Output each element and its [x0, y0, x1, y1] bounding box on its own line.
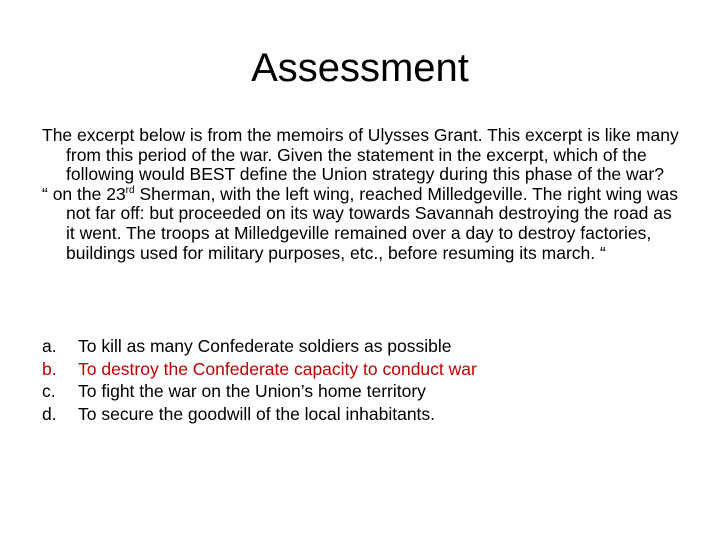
quote-text-rest: Sherman, with the left wing, reached Milledgeville. The right wing was not far off: but proceeded on its way towards Savannah destroying the road as it went. The troops at Milledgeville remained over a day to destroy factories, buildings used for military purposes, etc., before resuming its march. “: [66, 183, 678, 263]
option-d-letter: d.: [42, 404, 57, 425]
quote-text-start: “ on the 23: [42, 183, 126, 204]
quote-text: [42, 185, 682, 263]
option-a: [42, 335, 682, 358]
option-b: [42, 358, 682, 381]
slide-title: Assessment: [251, 46, 469, 90]
option-d: [42, 403, 682, 426]
option-b-text: To destroy the Confederate capacity to conduct war: [78, 358, 477, 379]
option-b-letter: b.: [42, 358, 57, 379]
option-c: [42, 380, 682, 403]
question-body: [42, 126, 682, 263]
option-d-text: To secure the goodwill of the local inhabitants.: [78, 404, 436, 425]
option-a-letter: a.: [42, 336, 57, 356]
option-c-text: To fight the war on the Union’s home territory: [78, 381, 426, 402]
answer-options: [42, 335, 682, 426]
question-text: The excerpt below is from the memoirs of Ulysses Grant. This excerpt is like many from this period of the war. Given the statement in the excerpt, which of the following would BEST define the Union strategy during this phase of the war?: [42, 125, 679, 185]
option-c-letter: c.: [42, 381, 56, 402]
quote-superscript: rd: [125, 184, 135, 196]
option-a-text: To kill as many Confederate soldiers as possible: [78, 336, 452, 356]
